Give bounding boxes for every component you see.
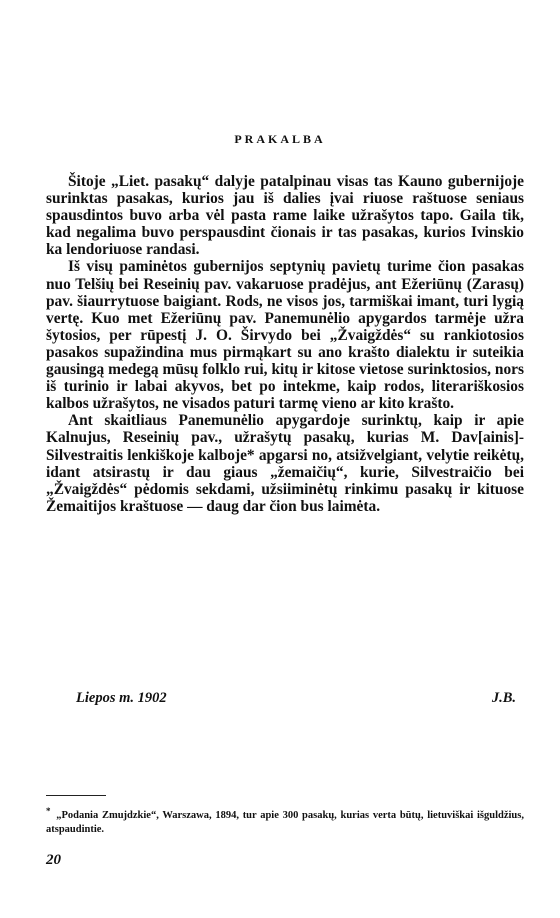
paragraph-line: krašto. — [408, 395, 455, 413]
signature-date: Liepos m. 1902 — [76, 690, 167, 706]
paragraph-line: pėdomis sekdami, užsiiminėtų rinkimu pasakų ir kituose — [134, 480, 525, 498]
footnote-line: verta būtų, lietuviškai išguldžius, atspaudintie. — [46, 810, 524, 835]
paragraph-line: no, atsižvelgiant, velytie reikėtų, idant atsirastų ir dau — [46, 446, 524, 481]
paragraph-1 — [46, 173, 524, 258]
paragraph-line: krašto dialektu ir suteikia gausingą medegą mūsų folklo — [46, 343, 525, 379]
paragraph-line: lendoriuose randasi. — [66, 241, 200, 259]
paragraph-line: gubernijoje surinktas pasakas, kurios jau iš dalies įvai — [46, 173, 524, 208]
footnote-line: „Podania Zmujdzkie“, Warszawa, 1894, tur apie 300 pasakų, kurias — [56, 810, 373, 821]
paragraph-line: labai akyvos, bet po intekme, kaip rodos, literariškosios — [134, 378, 524, 396]
preface-body — [46, 173, 524, 515]
paragraph-line: čion pasakas nuo Telšių bei Reseinių pav. vakaruose — [46, 258, 524, 293]
footnote — [46, 804, 524, 837]
footnote-mark: * — [46, 806, 51, 816]
page-title: PRAKALBA — [234, 132, 326, 146]
paragraph-2 — [46, 258, 524, 412]
paragraph-line: šytosios, per rūpestį J. O. Širvydo bei „Žvaigždės“ su — [46, 326, 435, 344]
paragraph-line: rankiotosios pasakos supažindina mus pirmąkart su ano — [46, 326, 524, 361]
signature-initials: J.B. — [491, 690, 516, 706]
paragraph-line: M. Dav[ainis]-Silvestraitis lenkiškoje kalboje* apgarsi — [46, 429, 524, 464]
paragraph-line: riuose raštuose seniaus spausdintos buvo arba vėl pasta — [46, 190, 524, 225]
paragraph-line: perspausdint čionais ir tas pasakas, kurios Ivinskio ka — [46, 224, 524, 259]
paragraph-line: Šitoje „Liet. pasakų“ dalyje patalpinau visas tas Kauno — [68, 173, 448, 190]
paragraph-line: giaus „žemaičių“, kurie, Silvestraičio bei „Žvaigždės“ — [46, 463, 524, 498]
page-number: 20 — [46, 852, 61, 868]
paragraph-line: Ant skaitliaus Panemunėlio apygardoje surinktų, kaip — [68, 412, 475, 430]
paragraph-line: ir apie Kalnujus, Reseinių pav., užrašytų pasakų, kurias — [46, 412, 524, 447]
paragraph-line: Iš visų paminėtos gubernijos septynių pavietų turime — [68, 258, 439, 276]
paragraph-line: kalbos užrašytos, ne visados paturi tarmę vieno ar kito — [46, 395, 409, 413]
paragraph-line: rame laike užrašytos tapo. Gaila tik, kad negalima buvo — [46, 207, 524, 242]
paragraph-line: met Ežeriūnų pav. Panemunėlio apygardos tarmėje užra — [127, 309, 524, 327]
paragraph-line: rui, kitų ir kitose vietose surinktosios, nors iš turinio ir — [46, 361, 524, 396]
paragraph-line: pradėjus, ant Ežeriūnų (Zarasų) pav. šiaurrytuose baigiant. — [46, 275, 524, 310]
paragraph-3 — [46, 412, 524, 515]
footnote-divider — [46, 795, 106, 796]
paragraph-line: Rods, ne visos jos, tarmiškai imant, turi lygią vertę. Kuo — [46, 292, 524, 327]
paragraph-line: Žemaitijos kraštuose — daug dar čion bus laimėta. — [46, 497, 381, 515]
